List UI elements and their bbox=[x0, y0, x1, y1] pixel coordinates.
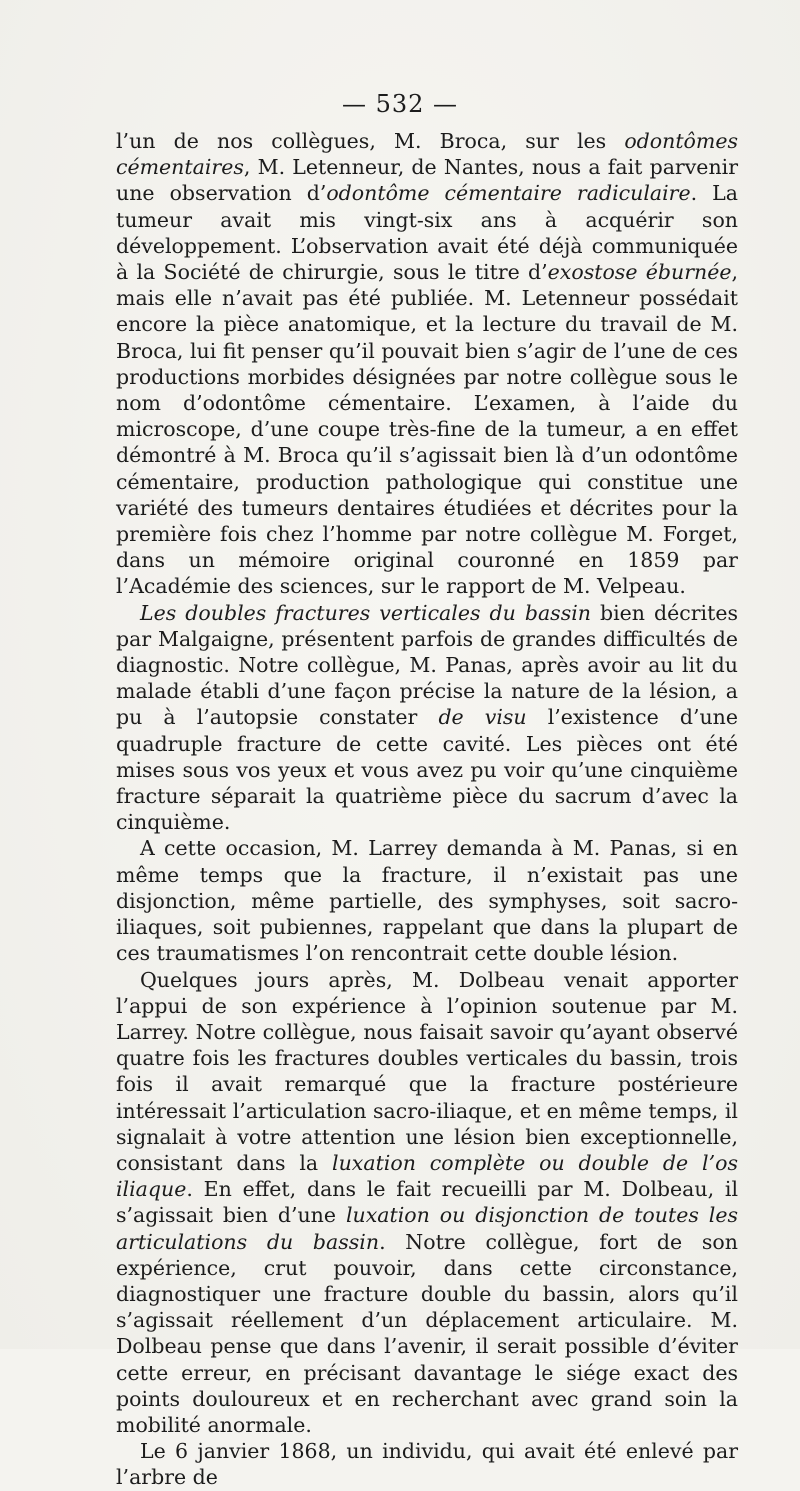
text-run: Quelques jours après, M. Dolbeau venait apporter l’appui de son expérience à l’opinion soutenue par M. Larrey. Notre collègue, nous faisait savoir qu’ayant observé quatre fois les fractures doubles verticales du bassin, trois fois il avait remarqué que la fracture postérieure intéressait l’articulation sacro-iliaque, et en même temps, il signalait à votre attention une lésion bien exceptionnelle, consistant dans la bbox=[116, 967, 738, 1175]
text-run: l’existence d’une quadruple fracture de cette cavité. Les pièces ont été mises sous vos yeux et vous avez pu voir qu’une cinquième fracture séparait la quatrième pièce du sacrum d’avec la cinquième. bbox=[116, 705, 738, 835]
italic-phrase: luxation ou disjonction de toutes les articulations du bassin bbox=[116, 1203, 738, 1254]
paragraph-4 bbox=[116, 967, 738, 1439]
text-run: Le 6 janvier 1868, un individu, qui avait été enlevé par l’arbre de bbox=[116, 1439, 738, 1490]
text-run: . La tumeur avait mis vingt-six ans à acquérir son développement. L’observation avait été déjà communiquée à la Société de chirurgie, sous le titre d’ bbox=[116, 181, 738, 285]
text-run: bien décrites par Malgaigne, présentent parfois de grandes difficultés de diagnostic. Notre collègue, M. Panas, après avoir au lit du malade établi d’une façon précise la nature de la lésion, a pu à l’autopsie constater bbox=[116, 600, 738, 730]
text-run: , M. Letenneur, de Nantes, nous a fait parvenir une observation d’ bbox=[116, 155, 738, 206]
body-text bbox=[116, 128, 738, 1491]
italic-phrase: Les doubles fractures verticales du bassin bbox=[140, 600, 591, 625]
text-run: l’un de nos collègues, M. Broca, sur les bbox=[116, 129, 625, 153]
italic-phrase: luxation complète ou double de l’os iliaque bbox=[116, 1150, 738, 1202]
text-run: . Notre collègue, fort de son expérience, crut pouvoir, dans cette circonstance, diagnostiquer une fracture double du bassin, alors qu’il s’agissait réellement d’un déplacement articulaire. M. Dolbeau pense que dans l’avenir, il serait possible d’éviter cette erreur, en précisant davantage le siége exact des points douloureux et en recherchant avec grand soin la mobilité anormale. bbox=[116, 1229, 738, 1437]
italic-phrase: odontômes cémentaires bbox=[116, 129, 738, 180]
page-number: — 532 — bbox=[341, 90, 459, 118]
paragraph-3 bbox=[116, 835, 738, 966]
text-run: , mais elle n’avait pas été publiée. M. Letenneur possédait encore la pièce anatomique, et la lecture du travail de M. Broca, lui fit penser qu’il pouvait bien s’agir de l’une de ces productions morbides désignées par notre collègue sous le nom d’odontôme cémentaire. L’examen, à l’aide du microscope, d’une coupe très-fine de la tumeur, a en effet démontré à M. Broca qu’il s’agissait bien là d’un odontôme cémentaire, production pathologique qui constitue une variété des tumeurs dentaires étudiées et décrites pour la première fois chez l’homme par notre collègue M. Forget, dans un mémoire original couronné en 1859 par l’Académie des sciences, sur le rapport de M. Velpeau. bbox=[116, 260, 738, 599]
text-run: . En effet, dans le fait recueilli par M. Dolbeau, il s’agissait bien d’une bbox=[116, 1177, 738, 1228]
paragraph-5 bbox=[116, 1438, 738, 1490]
paragraph-1 bbox=[116, 128, 738, 600]
italic-phrase: odontôme cémentaire radiculaire bbox=[326, 181, 691, 206]
text-run: A cette occasion, M. Larrey demanda à M. Panas, si en même temps que la fracture, il n’existait pas une disjonction, même partielle, des symphyses, soit sacro-iliaques, soit pubiennes, rappelant que dans la plupart de ces traumatismes l’on rencontrait cette double lésion. bbox=[116, 836, 738, 966]
paragraph-2 bbox=[116, 600, 738, 836]
italic-phrase: de visu bbox=[438, 705, 527, 730]
italic-phrase: exostose éburnée bbox=[547, 260, 732, 285]
